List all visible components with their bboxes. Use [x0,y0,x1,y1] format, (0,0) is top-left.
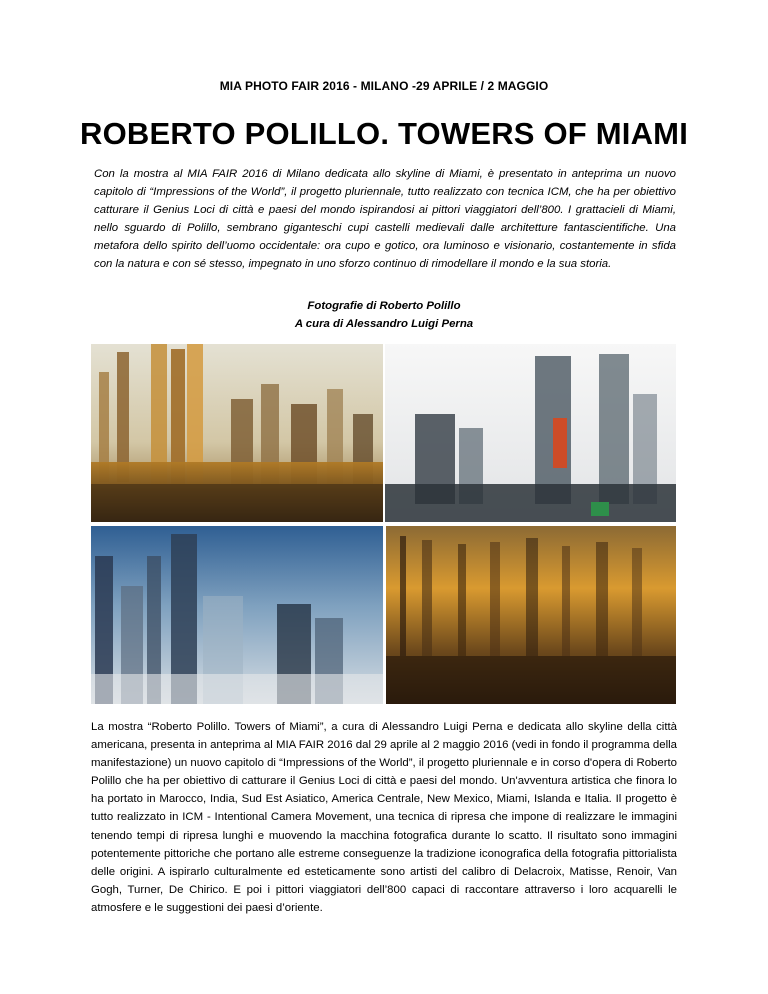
event-header: MIA PHOTO FAIR 2016 - MILANO -29 APRILE / 2 MAGGIO [219,79,549,93]
body-paragraph: La mostra “Roberto Polillo. Towers of Miami”, a cura di Alessandro Luigi Perna e dedicata allo skyline della città americana, presenta in anteprima al MIA FAIR 2016 dal 29 aprile al 2 maggio 2016 (vedi in fondo il programma della manifestazione) un nuovo capitolo di “Impressions of the World”, il progetto pluriennale e in corso d'opera di Roberto Polillo che ha per obiettivo di catturare il Genius Loci di città e paesi del mondo. Un'avventura artistica che finora lo ha portato in Marocco, India, Sud Est Asiatico, America Centrale, New Mexico, Miami, Islanda e Italia. Il progetto è tutto realizzato in ICM - Intentional Camera Movement, una tecnica di ripresa che impone di realizzare le immagini tenendo tempi di ripresa lunghi e muovendo la macchina fotografica durante lo scatto. Il risultato sono immagini potentemente pittoriche che portano alle estreme conseguenze la tradizione iconografica della fotografia pittorialista delle origini. A ispirarlo culturalmente ed esteticamente sono artisti del calibro di Delacroix, Matisse, Renoir, Van Gogh, Turner, De Chirico. E poi i pittori viaggiatori dell’800 capaci di raccontare attraverso i loro acquarelli le atmosfere e le suggestioni dei paesi d’oriente. [91,721,677,914]
page-title: ROBERTO POLILLO. TOWERS OF MIAMI [79,116,689,151]
photo-miami-skyline-golden [91,344,383,522]
photo-miami-dusk-amber [386,526,676,704]
photographer-credit: Fotografie di Roberto Polillo [307,300,461,312]
credits-block [0,297,768,333]
photo-miami-towers-grey [385,344,676,522]
intro-paragraph: Con la mostra al MIA FAIR 2016 di Milano dedicata allo skyline di Miami, è presentato in anteprima un nuovo capitolo di “Impressions of the World”, il progetto pluriennale, tutto realizzato con tecnica ICM, che ha per obiettivo catturare il Genius Loci di città e paesi del mondo ispirandosi ai pittori viaggiatori dell’800. I grattacieli di Miami, nello sguardo di Polillo, sembrano giganteschi cupi castelli medievali dalle architetture fantascientifiche. Una metafora dello spirito dell’uomo occidentale: ora cupo e gotico, ora luminoso e visionario, costantemente in sfida con la natura e con sé stesso, impegnato in uno sforzo continuo di rimodellare il mondo e la sua storia. [94,168,676,270]
curator-credit: A cura di Alessandro Luigi Perna [294,318,474,330]
photo-miami-skyline-blue [91,526,383,704]
